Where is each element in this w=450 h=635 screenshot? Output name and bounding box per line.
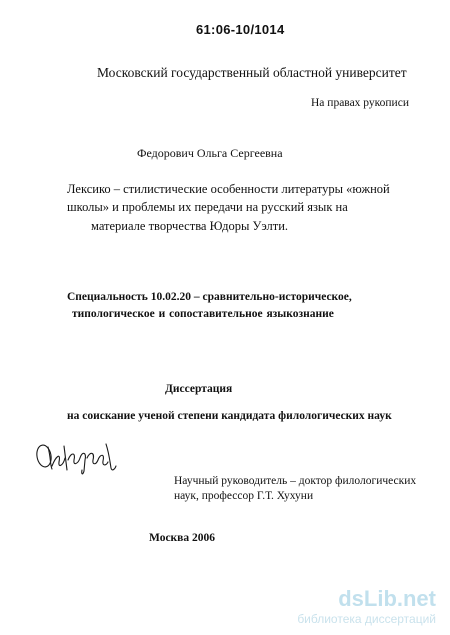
handwritten-signature [34,438,118,476]
thesis-title-line-3: материале творчества Юдоры Уэлти. [91,219,289,233]
thesis-title-line-1: Лексико – стилистические особенности литературы «южной [67,182,390,196]
watermark-logo: dsLib.net [338,586,436,611]
watermark-subtitle: библиотека диссертаций [297,612,436,626]
registration-number: 61:06-10/1014 [196,22,285,37]
manuscript-rights-note: На правах рукописи [311,97,409,109]
thesis-title-line-2: школы» и проблемы их передачи на русский язык на [67,200,348,214]
document-type: Диссертация [165,383,233,395]
specialty-line-2: типологическое и сопоставительное языкознание [72,308,334,320]
dslib-watermark [297,588,436,626]
supervisor-line-1: Научный руководитель – доктор филологических [174,475,417,487]
author-name: Федорович Ольга Сергеевна [137,146,283,160]
degree-line: на соискание ученой степени кандидата филологических наук [67,410,392,422]
specialty-line-1: Специальность 10.02.20 – сравнительно-историческое, [67,291,352,303]
city-and-year: Москва 2006 [149,532,216,544]
university-name: Московский государственный областной университет [97,65,407,80]
supervisor-line-2: наук, профессор Г.Т. Хухуни [174,490,314,502]
